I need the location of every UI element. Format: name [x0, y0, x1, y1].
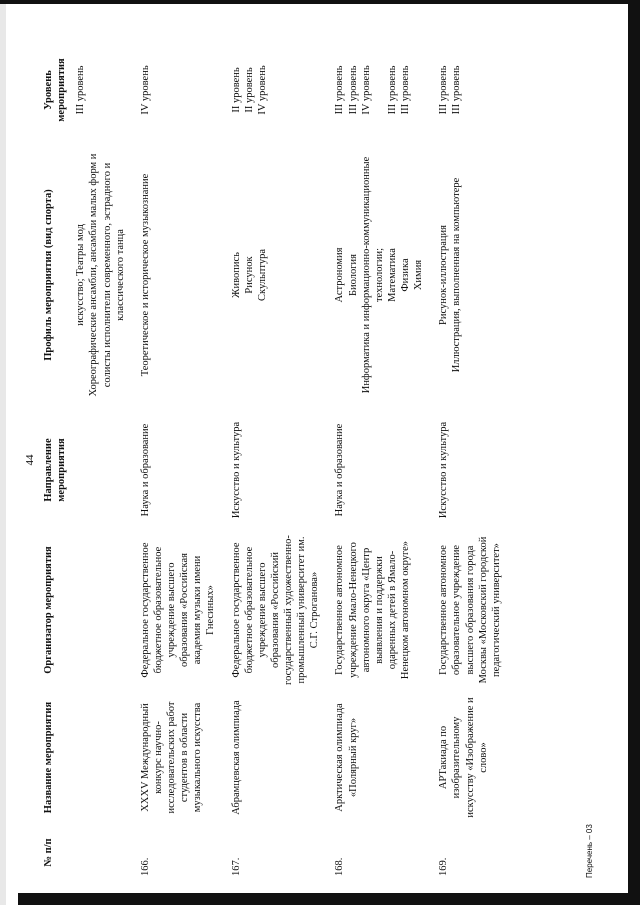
row-level — [70, 40, 135, 140]
row-num: 168. — [334, 857, 346, 876]
row-direction — [70, 410, 135, 530]
profile-item: Информатика и информационно-коммуникационные технологии; — [360, 156, 385, 394]
row-organizer — [70, 530, 135, 690]
row-profile — [329, 140, 433, 410]
row-organizer: Государственное автономное учреждение Ямало-Ненецкого автономного округа «Центр выявления и поддержки одаренных детей в Ямало-Ненецком автономном округе» — [334, 540, 411, 680]
row-num: 167. — [230, 857, 242, 876]
row-organizer: Федеральное государственное бюджетное образовательное учреждение высшего образования «Российский государственный художественно-промышленный университет им. С.Г. Строганова» — [230, 535, 321, 685]
profile-item: Теоретическое и историческое музыкознание — [139, 173, 151, 377]
row-num: 169. — [438, 857, 450, 876]
scan-edge-bottom — [18, 893, 640, 905]
row-direction: Искусство и культура — [230, 421, 242, 519]
table-row — [329, 40, 433, 880]
profile-item: искусство; Театры мод — [75, 224, 87, 326]
level-item: IV уровень — [139, 65, 151, 115]
level-item: II уровень — [243, 67, 255, 113]
row-name: Абрамцевская олимпиада — [230, 700, 242, 815]
table-row — [135, 40, 226, 880]
profile-item: Хореографические ансамбли, ансамбли малых форм и солисты исполнители современного, эстрадного и классического танца — [88, 153, 126, 397]
level-item — [373, 44, 386, 136]
table-row — [226, 40, 330, 880]
row-level — [226, 40, 330, 140]
scan-edge-right — [628, 0, 640, 905]
row-organizer: Федеральное государственное бюджетное образовательное учреждение высшего образования «Российская академия музыки имени Гнесиных» — [139, 542, 217, 678]
level-item: III уровень — [386, 65, 398, 115]
row-direction: Наука и образование — [334, 423, 346, 517]
row-num: 166. — [139, 857, 151, 876]
row-direction: Наука и образование — [139, 423, 151, 517]
table-header-row — [40, 40, 70, 880]
rotated-content — [20, 30, 610, 890]
profile-item: Рисунок — [243, 256, 255, 294]
level-item: III уровень — [334, 65, 346, 115]
row-name: Арктическая олимпиада «Полярный круг» — [334, 703, 359, 812]
profile-item: Рисунок-иллюстрация — [438, 225, 450, 325]
level-item: III уровень — [451, 65, 463, 115]
level-item: III уровень — [400, 65, 411, 115]
profile-item: Астрономия — [334, 247, 346, 303]
events-table — [40, 40, 511, 880]
header-num: № п/п — [43, 838, 54, 867]
profile-item: Физика — [400, 258, 411, 292]
footer-code: Перечень – 03 — [585, 824, 594, 878]
page-number: 44 — [24, 454, 36, 466]
level-item: IV уровень — [256, 65, 268, 115]
row-direction: Искусство и культура — [438, 421, 450, 519]
row-profile — [226, 140, 330, 410]
row-name: АРТакиада по изобразительному искусству «Изображение и слово» — [438, 697, 489, 818]
level-item: III уровень — [438, 65, 450, 115]
profile-item: Математика — [386, 248, 398, 302]
profile-item: Химия — [413, 259, 425, 291]
header-profile: Профиль мероприятия (вид спорта) — [43, 189, 54, 361]
row-level — [433, 40, 511, 140]
level-item: IV уровень — [360, 65, 372, 115]
level-item: II уровень — [230, 67, 242, 113]
level-item: III уровень — [75, 65, 87, 115]
row-profile — [70, 140, 135, 410]
row-num — [70, 825, 135, 880]
row-name: XXXV Международный конкурс научно-исследовательских работ студентов в области музыкального искусства — [139, 701, 204, 814]
header-name: Название мероприятия — [43, 701, 54, 814]
profile-item: Живопись — [230, 252, 242, 298]
table-row — [70, 40, 135, 880]
profile-item: Биология — [347, 254, 359, 297]
profile-item: Иллюстрация, выполненная на компьютере — [451, 177, 463, 373]
header-level: Уровень мероприятия — [43, 58, 68, 122]
level-item: III уровень — [347, 65, 359, 115]
row-organizer: Государственное автономное образовательное учреждение высшего образования города Москвы «Московский городской педагогический университет» — [438, 536, 502, 684]
profile-item: Скульптура — [256, 249, 268, 302]
row-profile — [433, 140, 511, 410]
row-level — [135, 40, 226, 140]
row-level — [329, 40, 433, 140]
row-name — [70, 690, 135, 825]
scan-edge-top — [0, 0, 640, 4]
header-direction: Направление мероприятия — [43, 438, 68, 502]
scan-edge-left — [0, 0, 6, 905]
row-profile — [135, 140, 226, 410]
header-organizer: Организатор мероприятия — [43, 546, 54, 674]
table-row — [433, 40, 511, 880]
